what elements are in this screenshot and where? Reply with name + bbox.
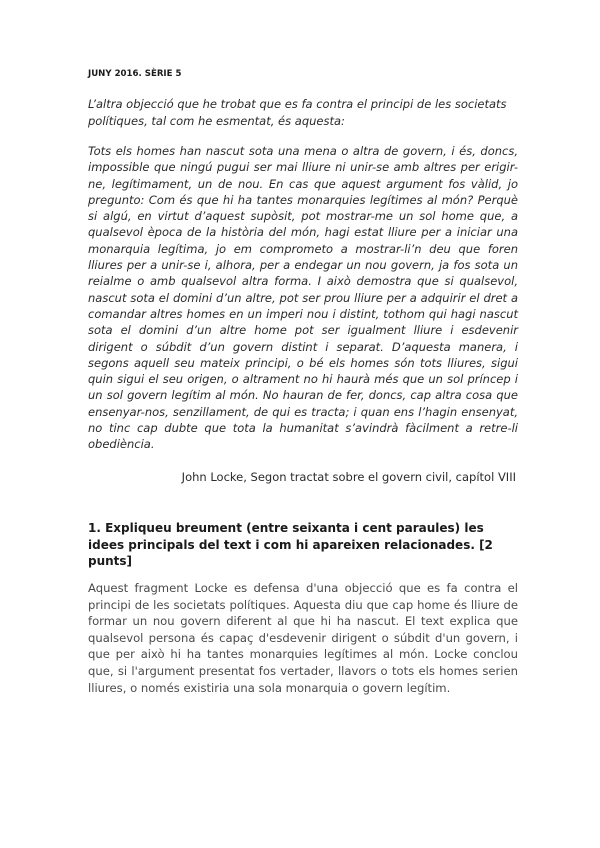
- question-heading: 1. Expliqueu breument (entre seixanta i cent paraules) les idees principals del text i com hi apareixen relacionades. [2 punts]: [88, 521, 493, 568]
- locke-quote: Tots els homes han nascut sota una mena o altra de govern, i és, doncs, impossible que ningú pugui ser mai lliure ni unir-se amb altres per erigir-ne, legítimament, un de nou. En cas que aquest argument fos vàlid, jo pregunto: Com és que hi ha tantes monarquies legítimes al món? Perquè si algú, en virtut d’aquest supòsit, pot mostrar-me un sol home que, a qualsevol època de la història del món, hagi estat lliure per a iniciar una monarquia legítima, jo em comprometo a mostrar-li’n deu que foren lliures per a unir-se i, alhora, per a endegar un nou govern, ja fos sota un reialme o amb qualsevol altra forma. I això demostra que si qualsevol, nascut sota el domini d’un altre, pot ser prou lliure per a adquirir el dret a comandar altres homes en un imperi nou i distint, tothom qui hagi nascut sota el domini d’un altre home pot ser igualment lliure i esdevenir dirigent o súbdit d’un govern distint i separat. D’aquesta manera, i segons aquell seu mateix principi, o bé els homes són tots lliures, sigui quin sigui el seu origen, o altrament no hi haurà més que un sol príncep i un sol govern legítim al món. No hauran de fer, doncs, cap altra cosa que ensenyar-nos, senzillament, de qui es tracta; i quan ens l’hagin ensenyat, no tinc cap dubte que tota la humanitat s’avindrà fàcilment a retre-li obediència.: [88, 144, 518, 452]
- answer-paragraph: Aquest fragment Locke es defensa d'una objecció que es fa contra el principi de les societats polítiques. Aquesta diu que cap home és lliure de formar un nou govern diferent al que hi ha nascut. El text explica que qualsevol persona és capaç d'esdevenir dirigent o súbdit d'un govern, i que per això hi ha tantes monarquies legítimes al món. Locke conclou que, si l'argument presentat fos vertader, llavors o tots els homes serien lliures, o només existiria una sola monarquia o govern legítim.: [88, 581, 518, 695]
- intro-paragraph: L’altra objecció que he trobat que es fa contra el principi de les societats polítiques, tal com he esmentat, és aquesta:: [88, 97, 507, 128]
- quote-citation: John Locke, Segon tractat sobre el govern civil, capítol VIII: [181, 470, 516, 484]
- exam-header: JUNY 2016. SÈRIE 5: [88, 69, 182, 79]
